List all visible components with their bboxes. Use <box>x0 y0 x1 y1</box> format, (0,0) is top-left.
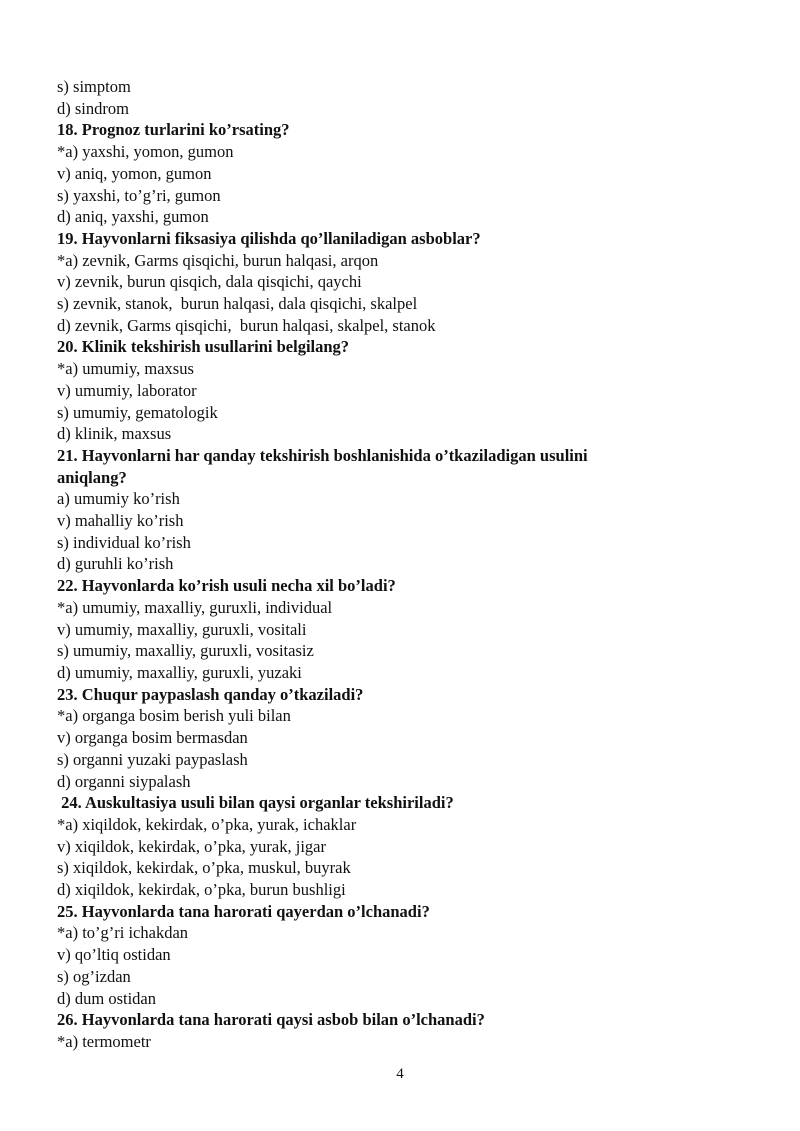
answer-option: s) umumiy, gematologik <box>57 402 218 422</box>
answer-option: d) zevnik, Garms qisqichi, burun halqasi, skalpel, stanok <box>57 315 436 335</box>
answer-option: d) organni siypalash <box>57 771 191 791</box>
answer-option: d) umumiy, maxalliy, guruxli, yuzaki <box>57 662 302 682</box>
answer-option: v) xiqildok, kekirdak, o’pka, yurak, jigar <box>57 836 326 856</box>
answer-option: v) umumiy, laborator <box>57 380 197 400</box>
answer-option: s) organni yuzaki paypaslash <box>57 749 248 769</box>
question-line: 18. Prognoz turlarini ko’rsating? <box>57 120 290 140</box>
answer-option: s) og’izdan <box>57 966 131 986</box>
answer-option: *a) xiqildok, kekirdak, o’pka, yurak, ichaklar <box>57 814 357 834</box>
answer-option: v) umumiy, maxalliy, guruxli, vositali <box>57 619 307 639</box>
answer-option: *a) to’g’ri ichakdan <box>57 923 189 943</box>
answer-option: v) mahalliy ko’rish <box>57 511 184 531</box>
answer-option: s) simptom <box>57 77 131 96</box>
answer-option: *a) organga bosim berish yuli bilan <box>57 706 291 726</box>
answer-option: d) sindrom <box>57 98 129 118</box>
question-line: 24. Auskultasiya usuli bilan qaysi organlar tekshiriladi? <box>57 793 454 813</box>
page-number: 4 <box>396 1066 404 1082</box>
answer-option: *a) umumiy, maxalliy, guruxli, individual <box>57 597 333 617</box>
question-list <box>57 76 747 1053</box>
answer-option: v) organga bosim bermasdan <box>57 728 248 748</box>
question-line: 23. Chuqur paypaslash qanday o’tkaziladi? <box>57 684 364 704</box>
question-line: 20. Klinik tekshirish usullarini belgilang? <box>57 337 350 357</box>
answer-option: d) aniq, yaxshi, gumon <box>57 207 209 227</box>
question-line: aniqlang? <box>57 467 127 487</box>
answer-option: *a) yaxshi, yomon, gumon <box>57 142 234 162</box>
answer-option: s) individual ko’rish <box>57 532 191 552</box>
question-line: 22. Hayvonlarda ko’rish usuli necha xil bo’ladi? <box>57 576 396 596</box>
answer-option: v) qo’ltiq ostidan <box>57 945 171 965</box>
answer-option: d) xiqildok, kekirdak, o’pka, burun bushligi <box>57 880 346 900</box>
answer-option: *a) zevnik, Garms qisqichi, burun halqasi, arqon <box>57 250 379 270</box>
answer-option: *a) termometr <box>57 1031 151 1051</box>
answer-option: a) umumiy ko’rish <box>57 489 180 509</box>
question-line: 19. Hayvonlarni fiksasiya qilishda qo’llaniladigan asboblar? <box>57 228 481 248</box>
answer-option: s) xiqildok, kekirdak, o’pka, muskul, buyrak <box>57 858 351 878</box>
answer-option: v) aniq, yomon, gumon <box>57 163 212 183</box>
question-line: 25. Hayvonlarda tana harorati qayerdan o’lchanadi? <box>57 901 430 921</box>
answer-option: s) umumiy, maxalliy, guruxli, vositasiz <box>57 641 314 661</box>
answer-option: d) guruhli ko’rish <box>57 554 174 574</box>
answer-option: s) zevnik, stanok, burun halqasi, dala qisqichi, skalpel <box>57 294 418 314</box>
document-page <box>57 76 747 1053</box>
answer-option: *a) umumiy, maxsus <box>57 359 194 379</box>
question-line: 21. Hayvonlarni har qanday tekshirish boshlanishida o’tkaziladigan usulini <box>57 445 588 465</box>
question-line: 26. Hayvonlarda tana harorati qaysi asbob bilan o’lchanadi? <box>57 1010 485 1030</box>
answer-option: d) klinik, maxsus <box>57 424 172 444</box>
answer-option: s) yaxshi, to’g’ri, gumon <box>57 185 221 205</box>
answer-option: v) zevnik, burun qisqich, dala qisqichi, qaychi <box>57 272 362 292</box>
answer-option: d) dum ostidan <box>57 988 156 1008</box>
